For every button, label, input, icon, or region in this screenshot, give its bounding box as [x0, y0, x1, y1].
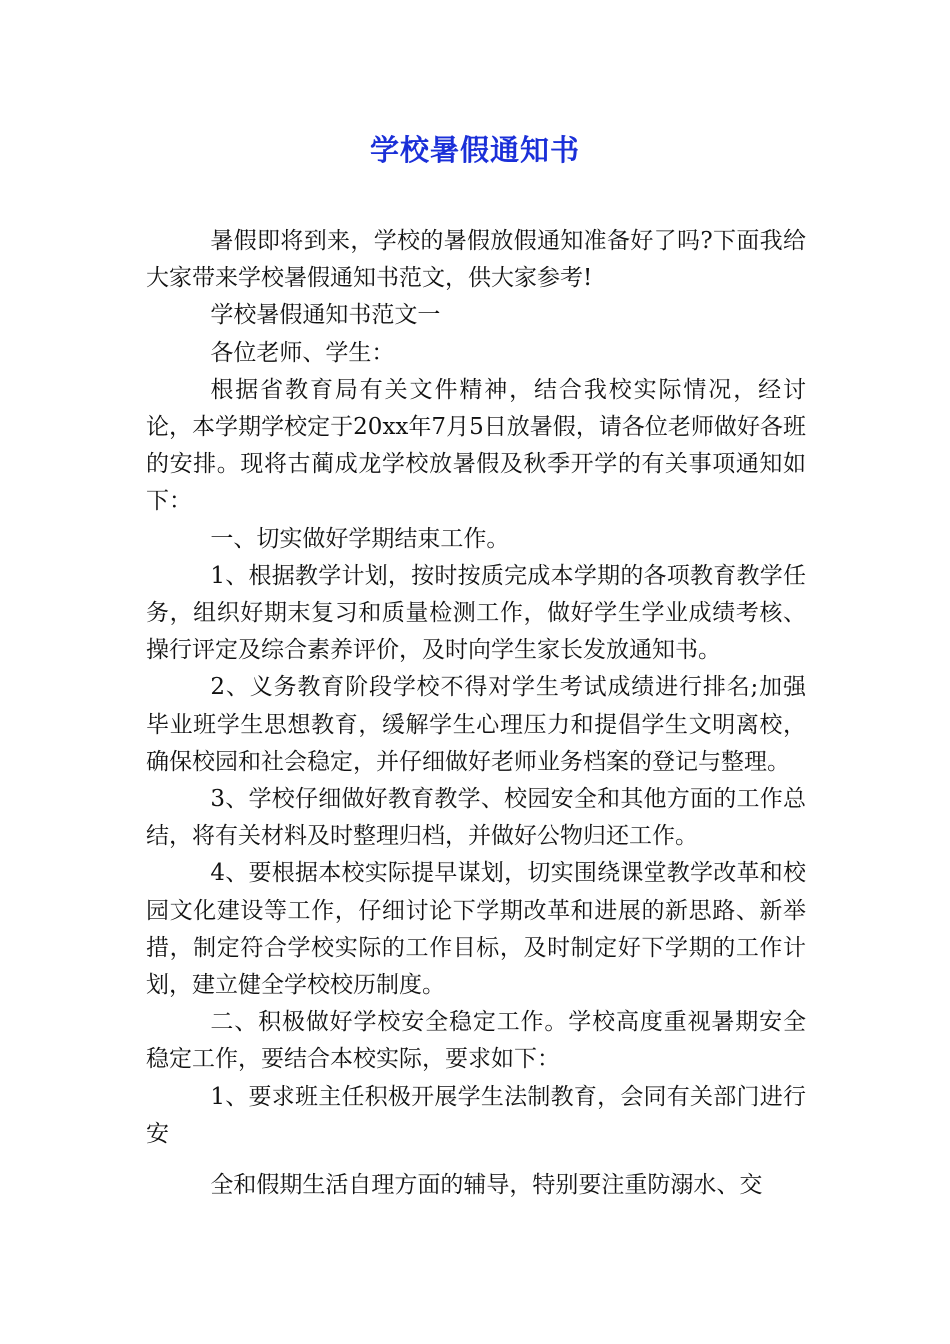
document-title: 学校暑假通知书 [369, 133, 580, 167]
paragraph-item-1: 1、根据教学计划，按时按质完成本学期的各项教育教学任务，组织好期末复习和质量检测工作，做好学生学业成绩考核、操行评定及综合素养评价，及时向学生家长发放通知书。 [146, 562, 806, 664]
document-body [146, 223, 806, 1204]
paragraph-section-one: 一、切实做好学期结束工作。 [210, 525, 510, 552]
paragraph-sample-heading: 学校暑假通知书范文一 [210, 302, 441, 329]
paragraph-item-3: 3、学校仔细做好教育教学、校园安全和其他方面的工作总结，将有关材料及时整理归档，并做好公物归还工作。 [146, 786, 806, 850]
paragraph-safety-item-1: 1、要求班主任积极开展学生法制教育，会同有关部门进行安 [146, 1083, 806, 1147]
paragraph-continuation: 全和假期生活自理方面的辅导，特别要注重防溺水、交 [210, 1172, 763, 1199]
paragraph-notice: 根据省教育局有关文件精神，结合我校实际情况，经讨论，本学期学校定于20xx年7月5日放暑假，请各位老师做好各班的安排。现将古蔺成龙学校放暑假及秋季开学的有关事项通知如下： [146, 376, 806, 515]
paragraph-salutation: 各位老师、学生： [210, 339, 395, 366]
paragraph-item-4: 4、要根据本校实际提早谋划，切实围绕课堂教学改革和校园文化建设等工作，仔细讨论下学期改革和进展的新思路、新举措，制定符合学校实际的工作目标，及时制定好下学期的工作计划，建立健全学校校历制度。 [146, 860, 806, 999]
paragraph-section-two: 二、积极做好学校安全稳定工作。学校高度重视暑期安全稳定工作，要结合本校实际，要求如下： [146, 1009, 806, 1073]
paragraph-item-2: 2、义务教育阶段学校不得对学生考试成绩进行排名;加强毕业班学生思想教育，缓解学生心理压力和提倡学生文明离校，确保校园和社会稳定，并仔细做好老师业务档案的登记与整理。 [146, 674, 806, 775]
paragraph-intro: 暑假即将到来，学校的暑假放假通知准备好了吗?下面我给大家带来学校暑假通知书范文，供大家参考! [146, 228, 806, 292]
